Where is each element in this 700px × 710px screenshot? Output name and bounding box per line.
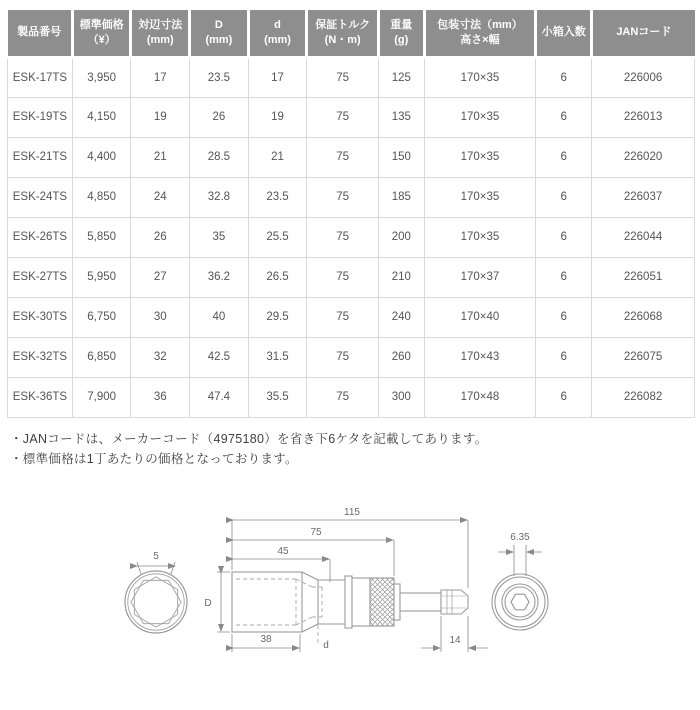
spec-table-header-row: [8, 10, 695, 57]
cell: 75: [307, 257, 379, 297]
cell: 260: [379, 337, 425, 377]
cell: 25.5: [248, 217, 307, 257]
technical-drawing: [0, 492, 700, 709]
cell: 26: [131, 217, 190, 257]
cell: ESK-27TS: [8, 257, 73, 297]
dim-bore-depth: 38: [260, 633, 272, 645]
cell: ESK-19TS: [8, 97, 73, 137]
column-header-7: 重量 (g): [379, 10, 425, 57]
cell: 75: [307, 297, 379, 337]
dim-hex-shank: 6.35: [510, 531, 530, 543]
cell: 6: [536, 257, 592, 297]
cell: 170×43: [424, 337, 536, 377]
cell: 226037: [592, 177, 695, 217]
cell: 125: [379, 57, 425, 97]
cell: 26.5: [248, 257, 307, 297]
cell: 135: [379, 97, 425, 137]
dim-socket-od: D: [204, 597, 212, 609]
cell: 7,900: [72, 377, 131, 417]
cell: 75: [307, 217, 379, 257]
cell: 300: [379, 377, 425, 417]
column-header-6: 保証トルク (N・m): [307, 10, 379, 57]
cell: 6: [536, 377, 592, 417]
cell: 240: [379, 297, 425, 337]
cell: 35: [190, 217, 249, 257]
cell: 3,950: [72, 57, 131, 97]
dim-front: 5: [153, 550, 159, 562]
cell: 6,750: [72, 297, 131, 337]
cell: 32.8: [190, 177, 249, 217]
cell: 226013: [592, 97, 695, 137]
spec-sheet: [0, 10, 700, 710]
table-row: [8, 97, 695, 137]
cell: 170×35: [424, 97, 536, 137]
cell: 200: [379, 217, 425, 257]
cell: 6: [536, 97, 592, 137]
column-header-3: 対辺寸法 (mm): [131, 10, 190, 57]
cell: 170×40: [424, 297, 536, 337]
cell: 27: [131, 257, 190, 297]
cell: 170×37: [424, 257, 536, 297]
cell: ESK-26TS: [8, 217, 73, 257]
dim-14-lines: [421, 616, 488, 652]
cell: 226006: [592, 57, 695, 97]
column-header-9: 小箱入数: [536, 10, 592, 57]
table-row: [8, 137, 695, 177]
column-header-8: 包装寸法（mm） 高さ×幅: [424, 10, 536, 57]
cell: 19: [131, 97, 190, 137]
table-row: [8, 337, 695, 377]
cell: 30: [131, 297, 190, 337]
cell: 226020: [592, 137, 695, 177]
cell: 5,950: [72, 257, 131, 297]
cell: 170×35: [424, 177, 536, 217]
cell: 4,400: [72, 137, 131, 177]
cell: 226051: [592, 257, 695, 297]
cell: 23.5: [190, 57, 249, 97]
cell: 35.5: [248, 377, 307, 417]
cell: 75: [307, 57, 379, 97]
cell: 170×48: [424, 377, 536, 417]
cell: 4,850: [72, 177, 131, 217]
cell: 23.5: [248, 177, 307, 217]
cell: 6: [536, 57, 592, 97]
dim-upper-length: 75: [310, 526, 322, 538]
cell: 42.5: [190, 337, 249, 377]
table-row: [8, 257, 695, 297]
column-header-4: D (mm): [190, 10, 249, 57]
cell: 150: [379, 137, 425, 177]
note-price: ・標準価格は1丁あたりの価格となっております。: [10, 452, 298, 467]
dim-socket-length: 45: [277, 545, 289, 557]
cell: 21: [131, 137, 190, 177]
dimension-diagram: [0, 492, 700, 704]
cell: ESK-30TS: [8, 297, 73, 337]
cell: 6: [536, 177, 592, 217]
dim-D-lines: [217, 572, 230, 632]
cell: 28.5: [190, 137, 249, 177]
cell: 170×35: [424, 57, 536, 97]
dim-bore-dia: d: [323, 639, 329, 651]
cell: 6: [536, 137, 592, 177]
cell: ESK-17TS: [8, 57, 73, 97]
cell: 170×35: [424, 137, 536, 177]
cell: 170×35: [424, 217, 536, 257]
cell: 40: [190, 297, 249, 337]
cell: 210: [379, 257, 425, 297]
dim-total-length: 115: [344, 506, 360, 518]
cell: ESK-32TS: [8, 337, 73, 377]
cell: 24: [131, 177, 190, 217]
cell: 75: [307, 97, 379, 137]
table-row: [8, 377, 695, 417]
cell: 21: [248, 137, 307, 177]
table-row: [8, 217, 695, 257]
cell: 75: [307, 377, 379, 417]
cell: 6: [536, 297, 592, 337]
column-header-10: JANコード: [592, 10, 695, 57]
cell: 5,850: [72, 217, 131, 257]
table-row: [8, 57, 695, 97]
column-header-5: d (mm): [248, 10, 307, 57]
table-row: [8, 297, 695, 337]
cell: 47.4: [190, 377, 249, 417]
cell: ESK-36TS: [8, 377, 73, 417]
dim-tip-length: 14: [449, 634, 461, 646]
cell: 36: [131, 377, 190, 417]
table-row: [8, 177, 695, 217]
cell: 31.5: [248, 337, 307, 377]
cell: 226068: [592, 297, 695, 337]
cell: 19: [248, 97, 307, 137]
cell: 36.2: [190, 257, 249, 297]
cell: ESK-21TS: [8, 137, 73, 177]
cell: 226075: [592, 337, 695, 377]
cell: 75: [307, 137, 379, 177]
note-jan-code: ・JANコードは、メーカーコード（4975180）を省き下6ケタを記載してあります。: [10, 431, 488, 446]
cell: 32: [131, 337, 190, 377]
cell: 17: [131, 57, 190, 97]
cell: 226044: [592, 217, 695, 257]
front-dim: [137, 562, 175, 574]
cell: 6: [536, 217, 592, 257]
cell: 185: [379, 177, 425, 217]
cell: 4,150: [72, 97, 131, 137]
spec-table: [7, 10, 695, 418]
dim-635-lines: [498, 545, 542, 576]
spec-table-body: [8, 57, 695, 417]
column-header-1: 製品番号: [8, 10, 73, 57]
cell: 226082: [592, 377, 695, 417]
cell: 17: [248, 57, 307, 97]
cell: 26: [190, 97, 249, 137]
column-header-2: 標準価格 （¥）: [72, 10, 131, 57]
side-view-drawing: [232, 572, 468, 632]
cell: 6,850: [72, 337, 131, 377]
cell: 75: [307, 337, 379, 377]
dim-75-lines: [233, 540, 394, 576]
cell: 29.5: [248, 297, 307, 337]
front-view-drawing: [125, 571, 187, 633]
cell: ESK-24TS: [8, 177, 73, 217]
notes: [10, 429, 700, 470]
cell: 6: [536, 337, 592, 377]
cell: 75: [307, 177, 379, 217]
rear-view-drawing: [492, 574, 548, 630]
